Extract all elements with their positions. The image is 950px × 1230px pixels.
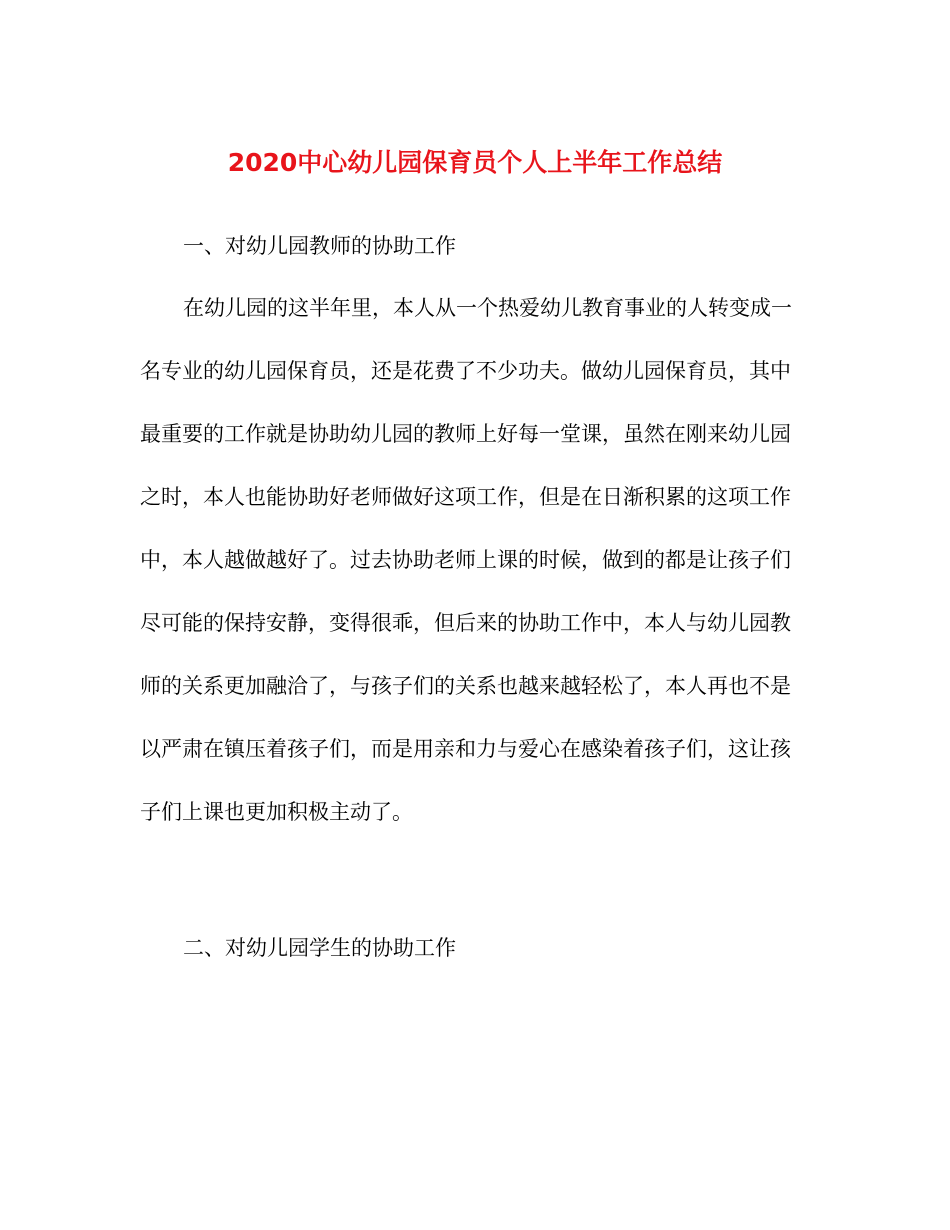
paragraph-line: 最重要的工作就是协助幼儿园的教师上好每一堂课，虽然在刚来幼儿园 [140, 422, 791, 446]
section-heading-1: 一、对幼儿园教师的协助工作 [183, 234, 456, 258]
section-1-paragraph [140, 288, 820, 855]
paragraph-line: 子们上课也更加积极主动了。 [140, 800, 413, 824]
section-heading-2: 二、对幼儿园学生的协助工作 [183, 936, 456, 960]
paragraph-line: 在幼儿园的这半年里，本人从一个热爱幼儿教育事业的人转变成一 [183, 296, 792, 320]
document-title: 2020中心幼儿园保育员个人上半年工作总结 [227, 148, 723, 177]
paragraph-line: 师的关系更加融洽了，与孩子们的关系也越来越轻松了，本人再也不是 [140, 674, 791, 698]
paragraph-line: 名专业的幼儿园保育员，还是花费了不少功夫。做幼儿园保育员，其中 [140, 359, 791, 383]
paragraph-line: 尽可能的保持安静，变得很乖，但后来的协助工作中，本人与幼儿园教 [140, 611, 791, 635]
paragraph-line: 中，本人越做越好了。过去协助老师上课的时候，做到的都是让孩子们 [140, 548, 791, 572]
paragraph-line: 之时，本人也能协助好老师做好这项工作，但是在日渐积累的这项工作 [140, 485, 791, 509]
paragraph-line: 以严肃在镇压着孩子们，而是用亲和力与爱心在感染着孩子们，这让孩 [140, 737, 791, 761]
